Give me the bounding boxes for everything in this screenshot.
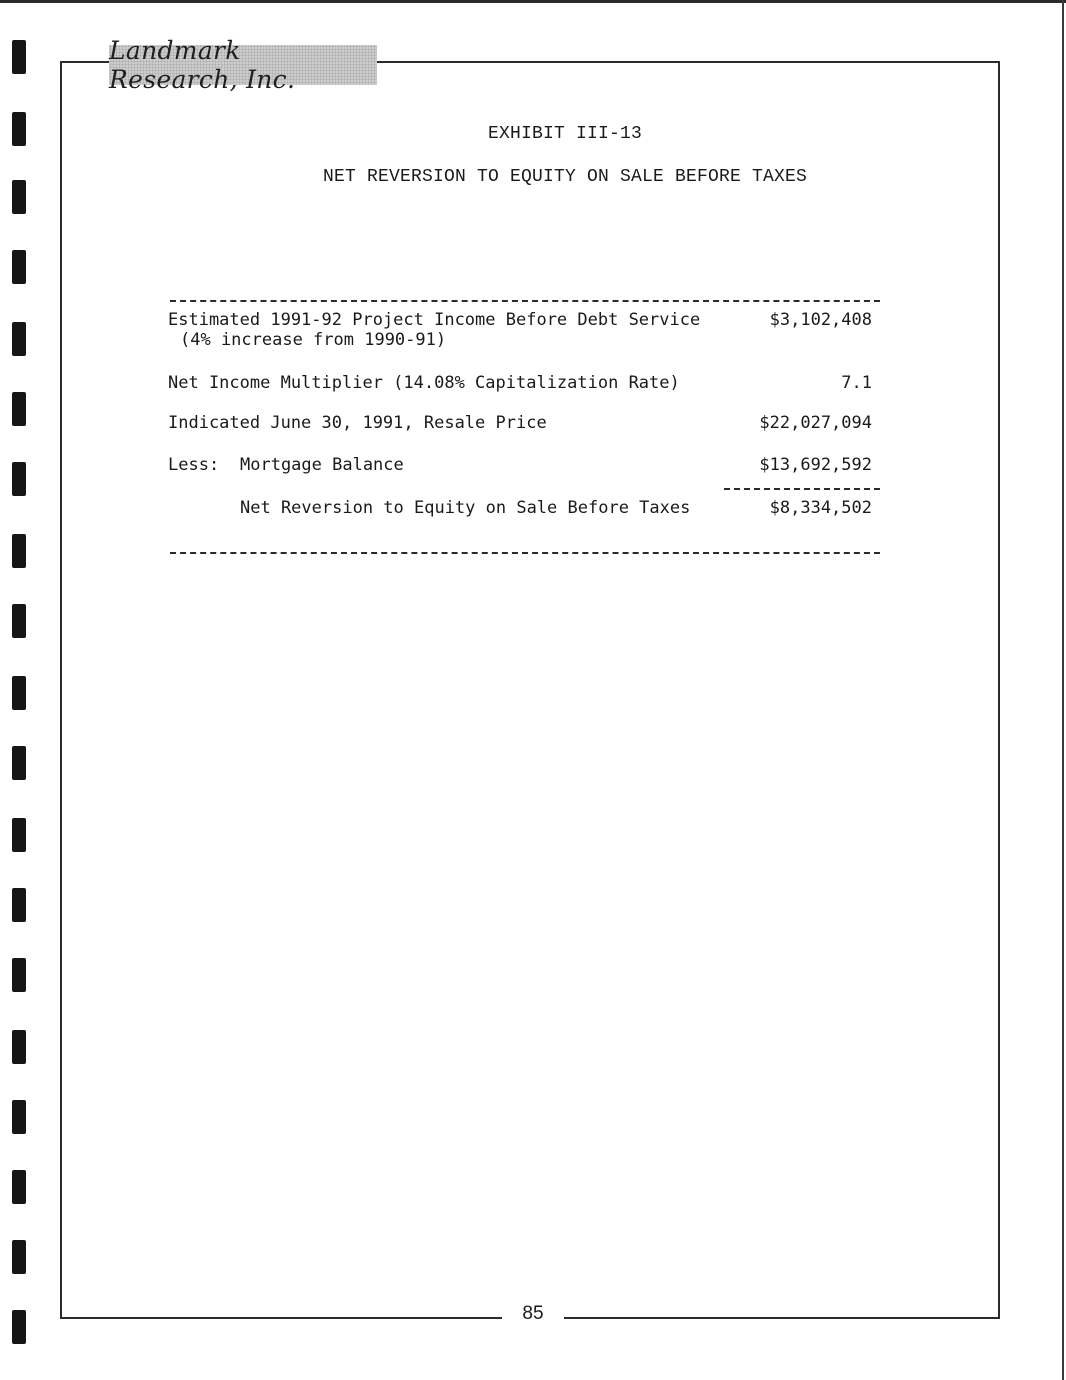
binding-holes xyxy=(0,0,40,1380)
row-label: Indicated June 30, 1991, Resale Price xyxy=(168,413,547,433)
row-prefix: Less: xyxy=(168,455,220,475)
binding-hole xyxy=(12,888,26,922)
row-label: Estimated 1991-92 Project Income Before Debt Service xyxy=(168,310,701,330)
table-top-rule xyxy=(170,300,880,302)
binding-hole xyxy=(12,1170,26,1204)
binding-hole xyxy=(12,250,26,284)
binding-hole xyxy=(12,392,26,426)
binding-hole xyxy=(12,958,26,992)
company-logo: Landmark Research, Inc. xyxy=(109,45,377,85)
page-number: 85 xyxy=(502,1294,564,1334)
exhibit-number: EXHIBIT III-13 xyxy=(487,124,643,144)
page-top-edge xyxy=(0,0,1066,3)
table-row xyxy=(168,453,872,477)
binding-hole xyxy=(12,818,26,852)
row-label: Mortgage Balance xyxy=(240,455,404,475)
table-row xyxy=(168,411,872,435)
binding-hole xyxy=(12,40,26,74)
row-value: $8,334,502 xyxy=(769,498,872,518)
exhibit-title: NET REVERSION TO EQUITY ON SALE BEFORE TAXES xyxy=(322,167,808,187)
binding-hole xyxy=(12,746,26,780)
table-row xyxy=(168,371,872,395)
row-value: 7.1 xyxy=(841,373,872,393)
binding-hole xyxy=(12,1310,26,1344)
binding-hole xyxy=(12,1100,26,1134)
subtotal-rule xyxy=(724,488,880,490)
binding-hole xyxy=(12,676,26,710)
binding-hole xyxy=(12,1240,26,1274)
binding-hole xyxy=(12,322,26,356)
row-value: $22,027,094 xyxy=(759,413,872,433)
row-value: $13,692,592 xyxy=(759,455,872,475)
table-row-total xyxy=(168,496,872,520)
row-label: Net Reversion to Equity on Sale Before Taxes xyxy=(240,498,691,518)
binding-hole xyxy=(12,1030,26,1064)
binding-hole xyxy=(12,534,26,568)
row-label: Net Income Multiplier (14.08% Capitalization Rate) xyxy=(168,373,680,393)
page-frame xyxy=(60,61,1000,1319)
row-sublabel: (4% increase from 1990-91) xyxy=(180,330,447,350)
binding-hole xyxy=(12,462,26,496)
page-right-edge xyxy=(1062,0,1064,1380)
table-bottom-rule xyxy=(170,552,880,554)
binding-hole xyxy=(12,604,26,638)
row-value: $3,102,408 xyxy=(769,310,872,330)
